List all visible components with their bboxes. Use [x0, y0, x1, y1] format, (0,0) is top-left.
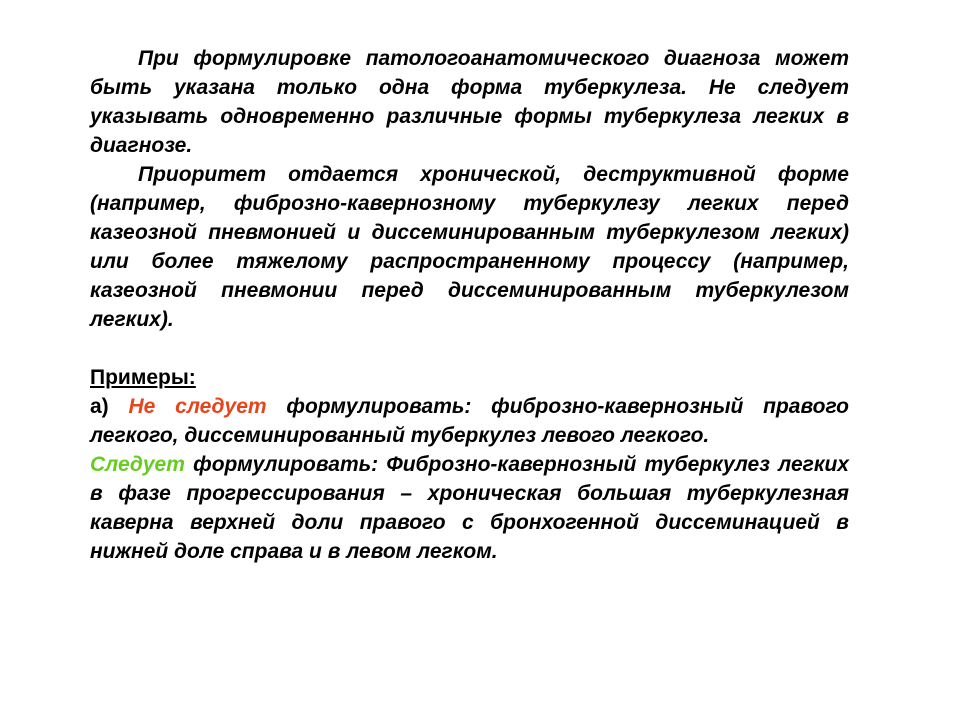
example-a-text: формулировать: фиброзно-кавернозный правого легкого, диссеминированный туберкулез левого легкого.: [90, 395, 849, 447]
paragraph-rule: При формулировке патологоанатомического диагноза может быть указана только одна форма туберкулеза. Не следует указывать одновременно различные формы туберкулеза легких в диагнозе.: [90, 47, 849, 157]
examples-title: Примеры:: [90, 366, 196, 389]
example-a-highlight: Не следует: [128, 395, 267, 418]
example-a-marker: а): [90, 395, 109, 418]
slide-content: [90, 44, 849, 566]
example-b-highlight: Следует: [90, 453, 185, 476]
example-a: [90, 392, 849, 450]
example-b: [90, 450, 849, 566]
example-b-text: формулировать: Фиброзно-кавернозный туберкулез легких в фазе прогрессирования – хроническая большая туберкулезная каверна верхней доли правого с бронхогенной диссеминацией в нижней доле справа и в левом легком.: [90, 453, 849, 563]
examples-heading: [90, 363, 849, 392]
spacer: [90, 334, 849, 363]
paragraph-priority: Приоритет отдается хронической, деструктивной форме (например, фиброзно-кавернозному туберкулезу легких перед казеозной пневмонией и диссеминированным туберкулезом легких) или более тяжелому распространенному процессу (например, казеозной пневмонии перед диссеминированным туберкулезом легких).: [90, 163, 849, 331]
